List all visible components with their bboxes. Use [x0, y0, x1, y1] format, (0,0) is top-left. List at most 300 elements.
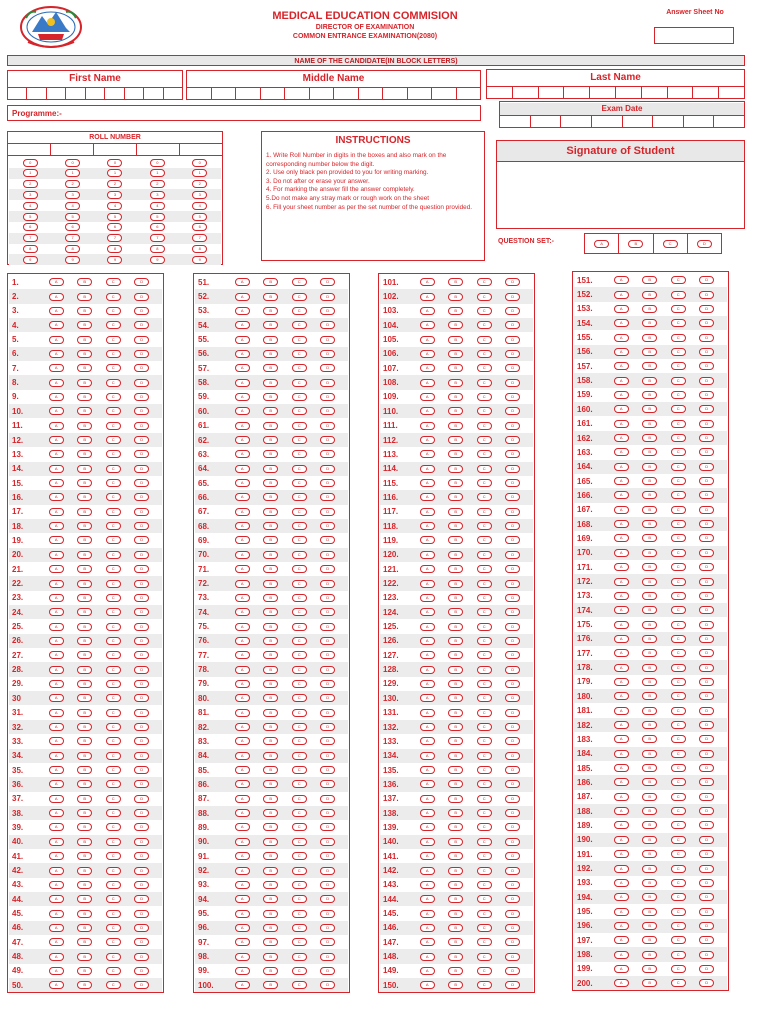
answer-bubble-b[interactable]: B	[263, 307, 278, 315]
answer-bubble-a[interactable]: A	[49, 737, 64, 745]
answer-bubble-a[interactable]: A	[614, 506, 629, 514]
answer-bubble-a[interactable]: A	[420, 465, 435, 473]
roll-digit-bubble[interactable]: 4	[192, 202, 207, 210]
answer-bubble-d[interactable]: D	[505, 450, 520, 458]
answer-bubble-b[interactable]: B	[642, 448, 657, 456]
answer-bubble-b[interactable]: B	[448, 594, 463, 602]
answer-bubble-b[interactable]: B	[263, 981, 278, 989]
answer-bubble-c[interactable]: C	[477, 508, 492, 516]
answer-bubble-a[interactable]: A	[614, 549, 629, 557]
answer-bubble-c[interactable]: C	[671, 836, 686, 844]
answer-bubble-a[interactable]: A	[614, 362, 629, 370]
answer-bubble-a[interactable]: A	[614, 434, 629, 442]
answer-bubble-b[interactable]: B	[642, 979, 657, 987]
answer-bubble-c[interactable]: C	[106, 623, 121, 631]
answer-bubble-c[interactable]: C	[106, 981, 121, 989]
answer-bubble-a[interactable]: A	[49, 479, 64, 487]
answer-bubble-d[interactable]: D	[320, 293, 335, 301]
answer-bubble-d[interactable]: D	[505, 924, 520, 932]
answer-bubble-d[interactable]: D	[320, 278, 335, 286]
answer-bubble-b[interactable]: B	[642, 649, 657, 657]
answer-bubble-c[interactable]: C	[106, 881, 121, 889]
answer-bubble-b[interactable]: B	[448, 752, 463, 760]
answer-bubble-a[interactable]: A	[614, 707, 629, 715]
answer-bubble-c[interactable]: C	[477, 608, 492, 616]
answer-bubble-d[interactable]: D	[320, 694, 335, 702]
answer-bubble-a[interactable]: A	[420, 953, 435, 961]
answer-bubble-d[interactable]: D	[699, 276, 714, 284]
answer-bubble-b[interactable]: B	[642, 334, 657, 342]
answer-bubble-d[interactable]: D	[320, 766, 335, 774]
answer-bubble-d[interactable]: D	[699, 606, 714, 614]
answer-bubble-a[interactable]: A	[420, 709, 435, 717]
answer-bubble-a[interactable]: A	[614, 965, 629, 973]
answer-bubble-a[interactable]: A	[614, 850, 629, 858]
answer-bubble-d[interactable]: D	[699, 635, 714, 643]
answer-bubble-a[interactable]: A	[420, 780, 435, 788]
roll-digit-bubble[interactable]: 9	[150, 256, 165, 264]
answer-bubble-c[interactable]: C	[106, 407, 121, 415]
answer-bubble-a[interactable]: A	[49, 379, 64, 387]
answer-bubble-d[interactable]: D	[505, 881, 520, 889]
answer-bubble-c[interactable]: C	[106, 565, 121, 573]
answer-bubble-a[interactable]: A	[49, 895, 64, 903]
answer-bubble-a[interactable]: A	[235, 465, 250, 473]
answer-bubble-b[interactable]: B	[263, 895, 278, 903]
answer-bubble-b[interactable]: B	[263, 780, 278, 788]
answer-bubble-c[interactable]: C	[292, 307, 307, 315]
answer-bubble-c[interactable]: C	[292, 436, 307, 444]
answer-bubble-b[interactable]: B	[263, 953, 278, 961]
answer-bubble-a[interactable]: A	[420, 393, 435, 401]
answer-bubble-a[interactable]: A	[420, 379, 435, 387]
answer-bubble-d[interactable]: D	[505, 594, 520, 602]
answer-bubble-c[interactable]: C	[477, 364, 492, 372]
answer-bubble-c[interactable]: C	[106, 694, 121, 702]
answer-bubble-c[interactable]: C	[477, 752, 492, 760]
answer-bubble-b[interactable]: B	[263, 737, 278, 745]
answer-bubble-b[interactable]: B	[448, 364, 463, 372]
answer-bubble-c[interactable]: C	[106, 422, 121, 430]
answer-bubble-c[interactable]: C	[671, 534, 686, 542]
answer-bubble-b[interactable]: B	[77, 737, 92, 745]
answer-bubble-c[interactable]: C	[292, 809, 307, 817]
answer-bubble-b[interactable]: B	[448, 780, 463, 788]
answer-bubble-c[interactable]: C	[477, 895, 492, 903]
answer-bubble-d[interactable]: D	[134, 694, 149, 702]
answer-bubble-d[interactable]: D	[320, 838, 335, 846]
answer-bubble-b[interactable]: B	[448, 422, 463, 430]
answer-bubble-c[interactable]: C	[292, 651, 307, 659]
answer-bubble-d[interactable]: D	[134, 536, 149, 544]
answer-bubble-d[interactable]: D	[320, 623, 335, 631]
answer-bubble-b[interactable]: B	[642, 319, 657, 327]
answer-bubble-d[interactable]: D	[505, 680, 520, 688]
answer-bubble-d[interactable]: D	[699, 865, 714, 873]
answer-bubble-b[interactable]: B	[642, 563, 657, 571]
answer-bubble-a[interactable]: A	[235, 293, 250, 301]
answer-bubble-d[interactable]: D	[505, 278, 520, 286]
roll-digit-bubble[interactable]: 9	[23, 256, 38, 264]
answer-bubble-b[interactable]: B	[448, 723, 463, 731]
answer-bubble-a[interactable]: A	[614, 348, 629, 356]
answer-bubble-d[interactable]: D	[320, 580, 335, 588]
answer-bubble-c[interactable]: C	[292, 666, 307, 674]
answer-bubble-b[interactable]: B	[448, 809, 463, 817]
answer-bubble-a[interactable]: A	[49, 321, 64, 329]
answer-bubble-d[interactable]: D	[134, 780, 149, 788]
answer-bubble-b[interactable]: B	[263, 565, 278, 573]
answer-bubble-b[interactable]: B	[642, 778, 657, 786]
answer-bubble-d[interactable]: D	[320, 895, 335, 903]
answer-bubble-d[interactable]: D	[505, 651, 520, 659]
answer-bubble-b[interactable]: B	[77, 981, 92, 989]
answer-bubble-d[interactable]: D	[320, 522, 335, 530]
answer-bubble-a[interactable]: A	[49, 694, 64, 702]
answer-bubble-b[interactable]: B	[77, 479, 92, 487]
answer-bubble-c[interactable]: C	[292, 637, 307, 645]
answer-bubble-c[interactable]: C	[292, 938, 307, 946]
answer-bubble-d[interactable]: D	[505, 752, 520, 760]
answer-bubble-b[interactable]: B	[263, 479, 278, 487]
answer-bubble-c[interactable]: C	[106, 321, 121, 329]
answer-bubble-a[interactable]: A	[49, 723, 64, 731]
answer-bubble-b[interactable]: B	[77, 637, 92, 645]
answer-bubble-b[interactable]: B	[642, 348, 657, 356]
answer-bubble-b[interactable]: B	[77, 307, 92, 315]
answer-bubble-a[interactable]: A	[614, 936, 629, 944]
answer-bubble-d[interactable]: D	[505, 737, 520, 745]
answer-bubble-d[interactable]: D	[699, 836, 714, 844]
answer-bubble-d[interactable]: D	[505, 551, 520, 559]
answer-bubble-a[interactable]: A	[49, 293, 64, 301]
answer-bubble-c[interactable]: C	[106, 637, 121, 645]
answer-bubble-c[interactable]: C	[292, 580, 307, 588]
answer-bubble-a[interactable]: A	[49, 852, 64, 860]
answer-bubble-c[interactable]: C	[292, 407, 307, 415]
answer-bubble-b[interactable]: B	[263, 321, 278, 329]
answer-bubble-b[interactable]: B	[642, 391, 657, 399]
answer-bubble-c[interactable]: C	[106, 752, 121, 760]
answer-bubble-a[interactable]: A	[235, 809, 250, 817]
answer-bubble-a[interactable]: A	[235, 393, 250, 401]
roll-digit-bubble[interactable]: 1	[150, 169, 165, 177]
answer-bubble-b[interactable]: B	[77, 493, 92, 501]
answer-bubble-c[interactable]: C	[477, 479, 492, 487]
answer-bubble-a[interactable]: A	[420, 967, 435, 975]
answer-bubble-c[interactable]: C	[671, 477, 686, 485]
answer-bubble-c[interactable]: C	[671, 821, 686, 829]
answer-bubble-b[interactable]: B	[448, 795, 463, 803]
answer-bubble-a[interactable]: A	[235, 752, 250, 760]
answer-bubble-b[interactable]: B	[448, 924, 463, 932]
answer-bubble-b[interactable]: B	[448, 867, 463, 875]
answer-bubble-b[interactable]: B	[77, 852, 92, 860]
answer-bubble-a[interactable]: A	[614, 908, 629, 916]
answer-bubble-b[interactable]: B	[263, 536, 278, 544]
answer-bubble-d[interactable]: D	[699, 879, 714, 887]
answer-bubble-a[interactable]: A	[614, 735, 629, 743]
answer-bubble-c[interactable]: C	[106, 867, 121, 875]
answer-bubble-b[interactable]: B	[448, 852, 463, 860]
answer-bubble-c[interactable]: C	[292, 493, 307, 501]
answer-bubble-c[interactable]: C	[106, 895, 121, 903]
answer-bubble-d[interactable]: D	[505, 981, 520, 989]
answer-bubble-c[interactable]: C	[106, 393, 121, 401]
answer-bubble-d[interactable]: D	[320, 867, 335, 875]
answer-bubble-c[interactable]: C	[671, 893, 686, 901]
roll-digit-bubble[interactable]: 0	[107, 159, 122, 167]
answer-bubble-a[interactable]: A	[420, 666, 435, 674]
answer-bubble-c[interactable]: C	[671, 448, 686, 456]
answer-bubble-a[interactable]: A	[235, 479, 250, 487]
answer-bubble-a[interactable]: A	[420, 608, 435, 616]
answer-bubble-b[interactable]: B	[77, 422, 92, 430]
answer-bubble-b[interactable]: B	[263, 867, 278, 875]
answer-bubble-b[interactable]: B	[448, 981, 463, 989]
answer-bubble-b[interactable]: B	[448, 838, 463, 846]
answer-bubble-a[interactable]: A	[49, 867, 64, 875]
answer-bubble-d[interactable]: D	[134, 450, 149, 458]
answer-bubble-c[interactable]: C	[671, 621, 686, 629]
answer-bubble-c[interactable]: C	[106, 651, 121, 659]
answer-bubble-c[interactable]: C	[292, 680, 307, 688]
answer-bubble-c[interactable]: C	[106, 594, 121, 602]
answer-bubble-a[interactable]: A	[235, 307, 250, 315]
answer-bubble-d[interactable]: D	[134, 623, 149, 631]
question-set-bubble[interactable]: A	[594, 240, 609, 248]
answer-bubble-c[interactable]: C	[671, 649, 686, 657]
answer-bubble-b[interactable]: B	[642, 707, 657, 715]
answer-bubble-a[interactable]: A	[614, 879, 629, 887]
answer-bubble-a[interactable]: A	[49, 623, 64, 631]
answer-bubble-a[interactable]: A	[49, 709, 64, 717]
question-set-bubble[interactable]: C	[663, 240, 678, 248]
answer-bubble-c[interactable]: C	[106, 910, 121, 918]
answer-bubble-b[interactable]: B	[263, 465, 278, 473]
answer-bubble-d[interactable]: D	[134, 924, 149, 932]
answer-bubble-b[interactable]: B	[263, 493, 278, 501]
answer-bubble-b[interactable]: B	[642, 764, 657, 772]
answer-bubble-c[interactable]: C	[292, 723, 307, 731]
answer-bubble-a[interactable]: A	[420, 881, 435, 889]
answer-bubble-b[interactable]: B	[642, 664, 657, 672]
answer-bubble-d[interactable]: D	[134, 364, 149, 372]
answer-bubble-b[interactable]: B	[263, 881, 278, 889]
answer-bubble-a[interactable]: A	[420, 924, 435, 932]
answer-bubble-a[interactable]: A	[49, 637, 64, 645]
answer-bubble-b[interactable]: B	[263, 522, 278, 530]
answer-bubble-c[interactable]: C	[106, 723, 121, 731]
answer-bubble-b[interactable]: B	[642, 362, 657, 370]
answer-bubble-a[interactable]: A	[614, 448, 629, 456]
answer-bubble-b[interactable]: B	[77, 551, 92, 559]
answer-bubble-c[interactable]: C	[477, 623, 492, 631]
answer-bubble-b[interactable]: B	[263, 293, 278, 301]
answer-bubble-d[interactable]: D	[699, 793, 714, 801]
answer-bubble-c[interactable]: C	[292, 608, 307, 616]
answer-bubble-b[interactable]: B	[642, 491, 657, 499]
answer-bubble-a[interactable]: A	[235, 666, 250, 674]
answer-bubble-c[interactable]: C	[477, 852, 492, 860]
answer-bubble-b[interactable]: B	[448, 766, 463, 774]
answer-bubble-a[interactable]: A	[614, 276, 629, 284]
answer-bubble-a[interactable]: A	[235, 407, 250, 415]
answer-bubble-b[interactable]: B	[642, 936, 657, 944]
roll-number-grid[interactable]	[7, 131, 223, 265]
answer-bubble-d[interactable]: D	[699, 821, 714, 829]
roll-digit-bubble[interactable]: 7	[23, 234, 38, 242]
answer-bubble-b[interactable]: B	[263, 795, 278, 803]
answer-bubble-d[interactable]: D	[134, 953, 149, 961]
answer-bubble-c[interactable]: C	[292, 379, 307, 387]
answer-bubble-d[interactable]: D	[320, 407, 335, 415]
answer-bubble-a[interactable]: A	[614, 578, 629, 586]
answer-bubble-b[interactable]: B	[77, 723, 92, 731]
answer-bubble-c[interactable]: C	[106, 924, 121, 932]
answer-bubble-b[interactable]: B	[77, 393, 92, 401]
middle-name-field[interactable]	[186, 70, 481, 100]
answer-bubble-d[interactable]: D	[699, 491, 714, 499]
answer-bubble-d[interactable]: D	[134, 809, 149, 817]
answer-bubble-a[interactable]: A	[49, 924, 64, 932]
answer-bubble-b[interactable]: B	[642, 434, 657, 442]
roll-digit-bubble[interactable]: 2	[23, 180, 38, 188]
answer-bubble-d[interactable]: D	[134, 651, 149, 659]
answer-bubble-d[interactable]: D	[320, 723, 335, 731]
answer-bubble-d[interactable]: D	[699, 893, 714, 901]
answer-bubble-d[interactable]: D	[320, 709, 335, 717]
answer-bubble-d[interactable]: D	[320, 967, 335, 975]
answer-bubble-b[interactable]: B	[77, 867, 92, 875]
answer-bubble-c[interactable]: C	[477, 924, 492, 932]
answer-bubble-c[interactable]: C	[671, 692, 686, 700]
answer-bubble-d[interactable]: D	[505, 536, 520, 544]
answer-bubble-d[interactable]: D	[505, 967, 520, 975]
answer-bubble-b[interactable]: B	[263, 924, 278, 932]
answer-bubble-a[interactable]: A	[614, 764, 629, 772]
answer-bubble-c[interactable]: C	[292, 321, 307, 329]
answer-bubble-a[interactable]: A	[49, 666, 64, 674]
answer-bubble-d[interactable]: D	[505, 293, 520, 301]
answer-bubble-a[interactable]: A	[420, 623, 435, 631]
answer-bubble-c[interactable]: C	[477, 422, 492, 430]
answer-bubble-c[interactable]: C	[477, 795, 492, 803]
answer-bubble-a[interactable]: A	[235, 651, 250, 659]
exam-date-field[interactable]	[499, 101, 745, 128]
answer-bubble-a[interactable]: A	[235, 967, 250, 975]
signature-box[interactable]	[496, 140, 745, 229]
answer-bubble-b[interactable]: B	[642, 621, 657, 629]
answer-bubble-b[interactable]: B	[642, 463, 657, 471]
answer-bubble-c[interactable]: C	[477, 838, 492, 846]
answer-bubble-d[interactable]: D	[699, 678, 714, 686]
answer-bubble-d[interactable]: D	[134, 393, 149, 401]
answer-bubble-b[interactable]: B	[448, 709, 463, 717]
roll-digit-bubble[interactable]: 6	[107, 223, 122, 231]
answer-bubble-b[interactable]: B	[77, 594, 92, 602]
answer-bubble-d[interactable]: D	[134, 938, 149, 946]
answer-bubble-a[interactable]: A	[420, 565, 435, 573]
roll-digit-bubble[interactable]: 9	[192, 256, 207, 264]
answer-bubble-a[interactable]: A	[614, 649, 629, 657]
answer-bubble-d[interactable]: D	[699, 778, 714, 786]
roll-digit-bubble[interactable]: 6	[65, 223, 80, 231]
answer-bubble-b[interactable]: B	[77, 508, 92, 516]
answer-bubble-c[interactable]: C	[477, 465, 492, 473]
answer-bubble-d[interactable]: D	[505, 508, 520, 516]
answer-bubble-d[interactable]: D	[505, 723, 520, 731]
answer-bubble-c[interactable]: C	[671, 348, 686, 356]
answer-bubble-c[interactable]: C	[477, 450, 492, 458]
answer-bubble-a[interactable]: A	[235, 680, 250, 688]
answer-bubble-a[interactable]: A	[235, 780, 250, 788]
answer-bubble-b[interactable]: B	[77, 321, 92, 329]
answer-bubble-d[interactable]: D	[320, 924, 335, 932]
answer-bubble-d[interactable]: D	[320, 379, 335, 387]
answer-bubble-a[interactable]: A	[614, 305, 629, 313]
answer-bubble-c[interactable]: C	[671, 463, 686, 471]
answer-bubble-b[interactable]: B	[642, 793, 657, 801]
answer-bubble-c[interactable]: C	[477, 536, 492, 544]
answer-bubble-c[interactable]: C	[292, 752, 307, 760]
answer-bubble-d[interactable]: D	[134, 680, 149, 688]
answer-bubble-c[interactable]: C	[671, 793, 686, 801]
programme-field[interactable]	[7, 105, 481, 121]
answer-bubble-b[interactable]: B	[642, 807, 657, 815]
answer-bubble-b[interactable]: B	[77, 694, 92, 702]
roll-digit-bubble[interactable]: 5	[192, 213, 207, 221]
roll-digit-bubble[interactable]: 9	[107, 256, 122, 264]
answer-bubble-b[interactable]: B	[263, 766, 278, 774]
answer-bubble-b[interactable]: B	[77, 953, 92, 961]
roll-digit-bubble[interactable]: 8	[23, 245, 38, 253]
answer-bubble-b[interactable]: B	[77, 364, 92, 372]
answer-bubble-d[interactable]: D	[134, 608, 149, 616]
answer-bubble-b[interactable]: B	[77, 623, 92, 631]
roll-digit-bubble[interactable]: 2	[107, 180, 122, 188]
answer-bubble-b[interactable]: B	[263, 666, 278, 674]
answer-bubble-b[interactable]: B	[263, 637, 278, 645]
answer-bubble-c[interactable]: C	[477, 278, 492, 286]
answer-bubble-b[interactable]: B	[448, 551, 463, 559]
answer-bubble-a[interactable]: A	[420, 422, 435, 430]
roll-digit-bubble[interactable]: 8	[150, 245, 165, 253]
answer-bubble-d[interactable]: D	[505, 393, 520, 401]
answer-bubble-b[interactable]: B	[263, 594, 278, 602]
answer-bubble-a[interactable]: A	[420, 321, 435, 329]
answer-bubble-b[interactable]: B	[77, 565, 92, 573]
answer-bubble-c[interactable]: C	[671, 678, 686, 686]
answer-bubble-d[interactable]: D	[320, 666, 335, 674]
answer-bubble-b[interactable]: B	[263, 551, 278, 559]
answer-bubble-c[interactable]: C	[292, 953, 307, 961]
answer-bubble-b[interactable]: B	[448, 293, 463, 301]
answer-bubble-c[interactable]: C	[106, 307, 121, 315]
roll-digit-bubble[interactable]: 5	[23, 213, 38, 221]
answer-bubble-b[interactable]: B	[642, 276, 657, 284]
answer-bubble-a[interactable]: A	[235, 981, 250, 989]
answer-bubble-d[interactable]: D	[505, 838, 520, 846]
answer-bubble-d[interactable]: D	[134, 407, 149, 415]
answer-bubble-c[interactable]: C	[106, 278, 121, 286]
answer-bubble-c[interactable]: C	[292, 838, 307, 846]
answer-bubble-d[interactable]: D	[505, 379, 520, 387]
answer-bubble-d[interactable]: D	[505, 867, 520, 875]
answer-bubble-a[interactable]: A	[420, 508, 435, 516]
answer-bubble-b[interactable]: B	[77, 293, 92, 301]
answer-bubble-a[interactable]: A	[420, 336, 435, 344]
